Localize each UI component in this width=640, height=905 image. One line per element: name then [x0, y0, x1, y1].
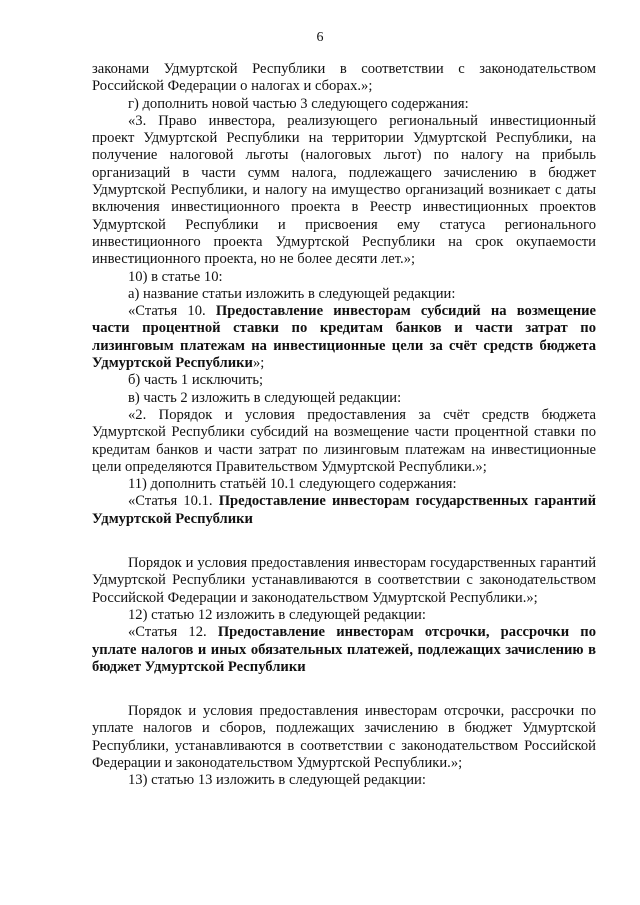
paragraph-item-12: 12) статью 12 изложить в следующей редакции:	[128, 606, 426, 623]
paragraph-item-11: 11) дополнить статьёй 10.1 следующего содержания:	[128, 476, 457, 493]
article-12-text: Порядок и условия предоставления инвесторам отсрочки, рассрочки по уплате налогов и сборов, подлежащих зачислению в бюджет Удмуртской Республики, устанавливаются в соответствии с законодательством Российской Федерации и законодательством Удмуртской Республики.»;	[92, 703, 596, 771]
article-10-1-text: Порядок и условия предоставления инвесторам государственных гарантий Удмуртской Республики устанавливаются в соответствии с законодательством Российской Федерации и законодательством Удмуртской Республики.»;	[92, 555, 596, 606]
article-12-heading	[92, 624, 596, 676]
paragraph-item-v: в) часть 2 изложить в следующей редакции:	[128, 389, 402, 406]
spacer	[92, 676, 596, 703]
article-10-prefix: «Статья 10.	[128, 303, 216, 320]
paragraph-item-13: 13) статью 13 изложить в следующей редакции:	[128, 772, 426, 789]
paragraph-item-a: а) название статьи изложить в следующей редакции:	[128, 285, 456, 302]
paragraph-item-g: г) дополнить новой частью 3 следующего содержания:	[128, 95, 469, 112]
document-body	[92, 61, 596, 790]
article-10-title: Предоставление инвесторам субсидий на возмещение части процентной ставки по кредитам банков и части затрат по лизинговым платежам на инвестиционные цели за счёт средств бюджета Удмуртской Республики	[92, 303, 596, 372]
article-10-1-title: Предоставление инвесторам государственных гарантий Удмуртской Республики	[92, 493, 596, 527]
article-12-title: Предоставление инвесторам отсрочки, рассрочки по уплате налогов и иных обязательных платежей, подлежащих зачислению в бюджет Удмуртской Республики	[92, 624, 596, 675]
paragraph-item-10: 10) в статье 10:	[128, 268, 223, 285]
page-number: 6	[316, 30, 324, 45]
article-12-prefix: «Статья 12.	[128, 624, 218, 641]
paragraph-part-2-text: «2. Порядок и условия предоставления за счёт средств бюджета Удмуртской Республики субсидий на возмещение части процентной ставки по кредитам банков и части затрат по лизинговым платежам на инвестиционные цели определяются Правительством Удмуртской Республики.»;	[92, 406, 596, 475]
article-10-suffix: »;	[252, 355, 265, 372]
paragraph-part-3-text: «3. Право инвестора, реализующего региональный инвестиционный проект Удмуртской Республики на территории Удмуртской Республики, на получение налоговой льготы (налоговых льгот) по налогу на прибыль организаций в части сумм налога, подлежащего зачислению в бюджет Удмуртской Республики, и налогу на имущество организаций возникает с даты включения инвестиционного проекта в Реестр инвестиционных проектов Удмуртской Республики и присвоения ему статуса регионального инвестиционного проекта Удмуртской Республики на срок окупаемости инвестиционного проекта, но не более десяти лет.»;	[92, 112, 596, 268]
spacer	[92, 528, 596, 555]
paragraph-item-b: б) часть 1 исключить;	[128, 372, 264, 389]
paragraph-continuation: законами Удмуртской Республики в соответствии с законодательством Российской Федерации о налогах и сборах.»;	[92, 61, 596, 95]
article-10-1-heading	[92, 493, 596, 528]
article-10-1-prefix: «Статья 10.1.	[128, 493, 219, 510]
article-10-heading	[92, 303, 596, 372]
